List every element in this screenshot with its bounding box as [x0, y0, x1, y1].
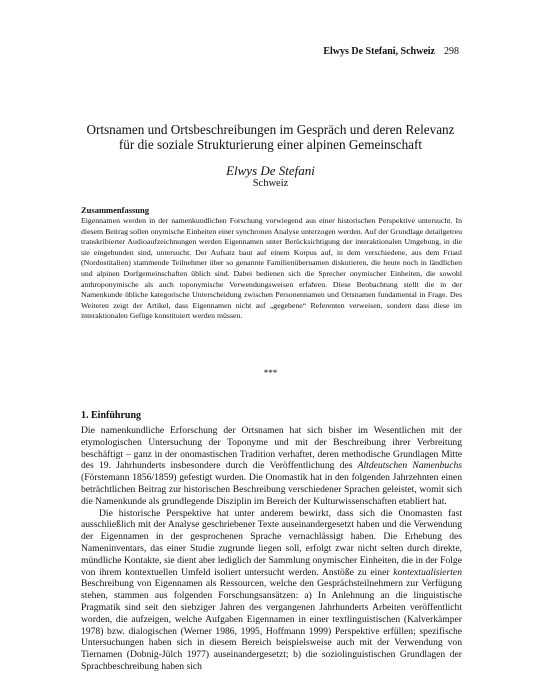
section-heading: 1. Einführung — [81, 410, 142, 421]
author-affiliation: Schweiz — [252, 178, 289, 189]
paragraph-1-text-b: (Förstemann 1856/1859) gefestigt wurden. Die Onomastik hat in den folgenden Jahrzehnten einen beträchtlichen Beitrag zur historischen Beschreibung verschiedener Sprachen geleistet, womit sich die Namenkunde als grundlegende Disziplin im Bereich der Kulturwissenschaften etabliert hat. — [81, 472, 462, 507]
section-separator: *** — [263, 368, 278, 378]
book-title-italic: Altdeutschen Namenbuchs — [357, 460, 462, 472]
emphasis-italic: kontextualisierten — [393, 566, 462, 578]
paragraph-1 — [81, 425, 462, 508]
paragraph-2-text-b: Beschreibung von Eigennamen als Ressourcen, welche den Gesprächsteilnehmern zur Verfügung stehen, stammen aus folgenden Forschungsansätzen: a) In Anlehnung an die linguistische Pragmatik sind seit den siebziger Jahren des vergangenen Jahrhunderts Arbeiten veröffentlicht worden, die aufzeigen, welche Aufgaben Eigennamen in einer textlinguistischen (Kalverkämper 1978) bzw. dialogischen (Werner 1986, 1995, Hoffmann 1999) Perspektive erfüllen; spezifische Untersuchungen haben sich in diesem Bereich beispielsweise auch mit der Verwendung von Tiernamen (Dobnig-Jülch 1977) auseinandergesetzt; b) die soziolinguistischen Grundlagen der Sprachbeschreibung haben sich — [81, 578, 462, 672]
author-name: Elwys De Stefani — [226, 163, 315, 178]
paragraph-1-text-a: Die namenkundliche Erforschung der Ortsnamen hat sich bisher im Wesentlichen mit der etymologischen Untersuchung der Toponyme und mit der Beschreibung ihrer Verbreitung beschäftigt – ganz in der onomastischen Tradition verhaftet, deren methodische Grundlagen Mitte des 19. Jahrhunderts insbesondere durch die Veröffentlichung des — [81, 425, 462, 472]
abstract-heading: Zusammenfassung — [81, 205, 150, 215]
body-text — [81, 425, 462, 673]
title-line-2: für die soziale Strukturierung einer alpinen Gemeinschaft — [118, 137, 423, 152]
abstract-text: Eigennamen werden in der namenkundlichen Forschung vorwiegend aus einer historischen Perspektive untersucht. In diesem Beitrag sollen onymische Einheiten einer synchronen Analyse unterzogen werden. Auf der Grundlage detailgetreu transkribierter Audioaufzeichnungen werden Eigennamen unter Berücksichtigung der interaktionalen Umgebung, in die sie eingebunden sind, untersucht. Der Aufsatz baut auf einem Korpus auf, in dem verschiedene, aus dem Friaul (Nordostitalien) stammende Teilnehmer über so genannte Familienübernamen diskutieren, die heute noch in ländlichen und alpinen Dorfgemeinschaften üblich sind. Dabei bedienen sich die Sprecher onymischer Einheiten, die sowohl anthroponymische als auch toponymische Verwendungsweisen erfahren. Diese Beobachtung stellt die in der Namenkunde übliche kategorische Unterscheidung zwischen Personennamen und Ortsnamen fundamental in Frage. Des Weiteren zeigt der Artikel, dass Eigennamen nicht auf „gegebene“ Referenten verweisen, sondern dass diese im interaktionalen Gefüge konstituiert werden müssen. — [81, 216, 462, 321]
article-title — [60, 122, 481, 152]
page-number: 298 — [444, 46, 459, 57]
paragraph-2-text-a: Die historische Perspektive hat unter anderem bewirkt, dass sich die Onomasten fast ausschließlich mit der Analyse geschriebener Texte auseinandergesetzt haben und die Verwendung der Eigennamen in der gesprochenen Sprache vernachlässigt haben. Die Erhebung des Nameninventars, das einer Studie zugrunde liegen soll, erfolgt zwar nicht selten durch direkte, mündliche Kontakte, sie dient aber lediglich der Sammlung onymischer Einheiten, die in der Folge von ihrem kontextuellen Umfeld isoliert untersucht werden. Anstöße zu einer — [81, 507, 462, 578]
running-header — [323, 46, 459, 57]
paragraph-2 — [81, 508, 462, 673]
title-line-1: Ortsnamen und Ortsbeschreibungen im Gespräch und deren Relevanz — [86, 122, 455, 137]
header-author: Elwys De Stefani, Schweiz — [323, 46, 435, 57]
